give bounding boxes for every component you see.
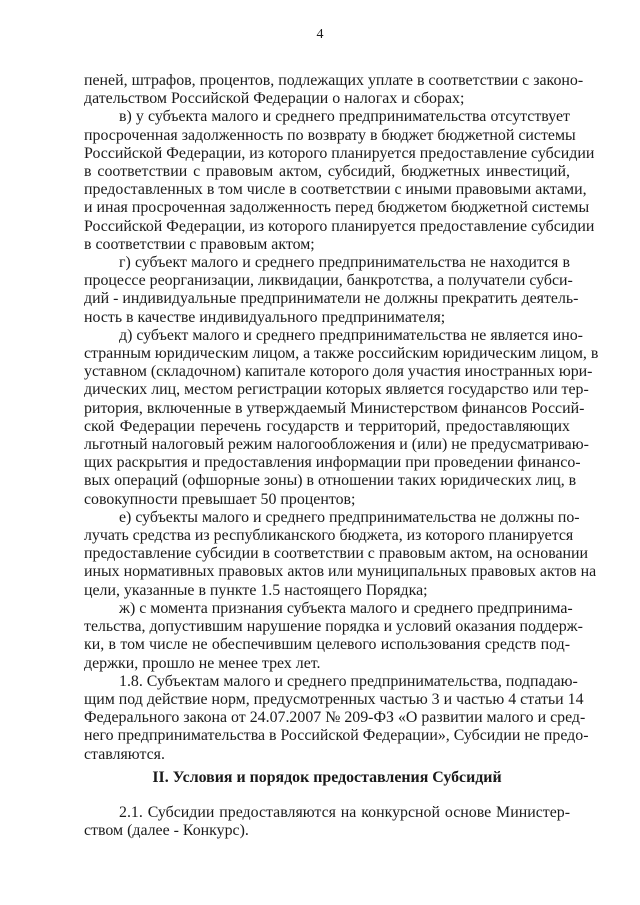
text-line: совокупности превышает 50 процентов;: [84, 490, 356, 508]
text-line: и иная просроченная задолженность перед бюджетом бюджетной системы: [84, 199, 590, 217]
text-line: ж) с момента признания субъекта малого и среднего предпринима-: [119, 599, 573, 617]
text-line: предоставленных в том числе в соответствии с иными правовыми актами,: [84, 181, 587, 199]
text-line: держки, прошло не менее трех лет.: [84, 654, 321, 672]
paragraph-clause-2-1: [84, 804, 570, 840]
text-line: Российской Федерации, из которого планируется предоставление субсидии: [84, 217, 595, 235]
text-line: д) субъект малого и среднего предпринимательства не является ино-: [119, 326, 583, 344]
text-line: иных нормативных правовых актов или муниципальных правовых актов на: [84, 563, 597, 581]
text-line: процессе реорганизации, ликвидации, банкротства, а получатели субси-: [84, 272, 573, 290]
page-number: 4: [316, 27, 324, 42]
text-line: дических лиц, местом регистрации которых является государство или тер-: [84, 381, 589, 399]
text-line: пеней, штрафов, процентов, подлежащих уплате в соответствии с законо-: [84, 72, 584, 89]
paragraph-clause-1-8: [84, 672, 589, 764]
section-heading: II. Условия и порядок предоставления Субсидий: [152, 769, 502, 786]
text-line: г) субъект малого и среднего предпринимательства не находится в: [119, 254, 570, 272]
text-line: просроченная задолженность по возврату в бюджет бюджетной системы: [84, 126, 576, 144]
text-line: ность в качестве индивидуального предпринимателя;: [84, 308, 446, 326]
text-line: вых операций (офшорные зоны) в отношении таких юридических лиц, в: [84, 472, 577, 490]
text-line: Федерального закона от 24.07.2007 № 209-ФЗ «О развитии малого и сред-: [84, 709, 586, 727]
text-line: Российской Федерации, из которого планируется предоставление субсидии: [84, 144, 595, 162]
text-line: цели, указанные в пункте 1.5 настоящего Порядка;: [84, 581, 428, 599]
text-line: 1.8. Субъектам малого и среднего предпринимательства, подпадаю-: [119, 672, 578, 690]
paragraph-item-g: [84, 254, 579, 327]
text-line: в соответствии с правовым актом, субсидий, бюджетных инвестиций,: [84, 163, 570, 181]
text-line: ской Федерации перечень государств и территорий, предоставляющих: [84, 417, 570, 435]
text-line: уставном (складочном) капитале которого доля участия иностранных юри-: [84, 363, 593, 381]
text-line: щим под действие норм, предусмотренных частью 3 и частью 4 статьи 14: [84, 690, 584, 708]
text-line: тельства, допустившим нарушение порядка и условий оказания поддерж-: [84, 618, 583, 636]
paragraph-intro-continuation: [84, 72, 584, 108]
text-line: странным юридическим лицом, а также российским юридическим лицом, в: [84, 345, 599, 363]
paragraph-item-e: [84, 508, 597, 600]
paragraph-item-zh: [84, 599, 583, 673]
text-line: е) субъекты малого и среднего предпринимательства не должны по-: [119, 508, 580, 526]
paragraph-item-v: [84, 108, 595, 254]
text-line: лучать средства из республиканского бюджета, из которого планируется: [84, 527, 574, 545]
text-line: дий - индивидуальные предприниматели не должны прекратить деятель-: [84, 290, 579, 308]
text-line: щих раскрытия и предоставления информации при проведении финансо-: [84, 454, 581, 472]
text-line: ставляются.: [84, 745, 165, 763]
text-line: предоставление субсидии в соответствии с правовым актом, на основании: [84, 545, 589, 563]
text-line: ки, в том числе не обеспечившим целевого использования средств под-: [84, 636, 570, 654]
document-body: [84, 72, 599, 764]
text-line: дательством Российской Федерации о налогах и сборах;: [84, 90, 465, 108]
text-line: ритория, включенные в утверждаемый Министерством финансов Россий-: [84, 399, 585, 417]
section-body: [84, 804, 570, 840]
text-line: 2.1. Субсидии предоставляются на конкурсной основе Министер-: [119, 804, 570, 821]
text-line: ством (далее - Конкурс).: [84, 822, 249, 840]
text-line: него предпринимательства в Российской Федерации», Субсидии не предо-: [84, 727, 589, 745]
text-line: льготный налоговый режим налогообложения и (или) не предусматриваю-: [84, 436, 589, 454]
paragraph-item-d: [84, 326, 599, 509]
text-line: в соответствии с правовым актом;: [84, 235, 315, 253]
text-line: в) у субъекта малого и среднего предпринимательства отсутствует: [119, 108, 570, 126]
